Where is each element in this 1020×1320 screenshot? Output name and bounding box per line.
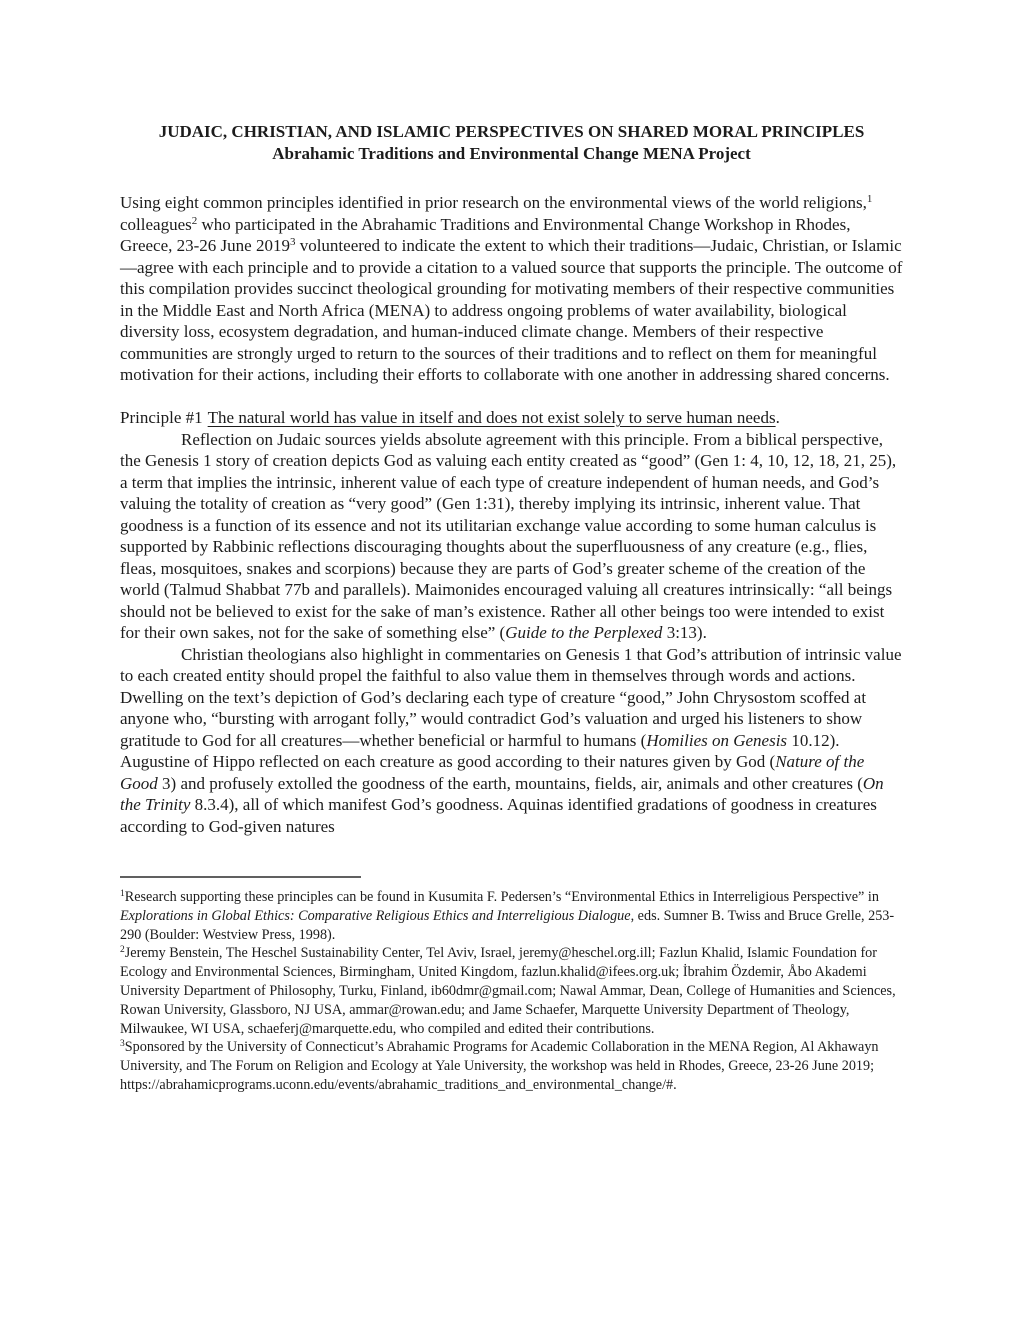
christian-paragraph [120, 644, 903, 838]
citation-homilies-on-genesis: Homilies on Genesis [646, 730, 788, 750]
citation-nature-of-the-good: Nature of the Good [120, 752, 865, 793]
footnotes-section [120, 888, 903, 1095]
footnote-3-text: Sponsored by the University of Connecticut’s Abrahamic Programs for Academic Collaboration in the MENA Region, Al Akhawayn University, and The Forum on Religion and Ecology at Yale University, the workshop was held in Rhodes, Greece, 23-26 June 2019; https://abrahamicprograms.uconn.edu/events/abrahamic_traditions_and_environmental_change/#. [120, 1039, 879, 1093]
judaic-paragraph [120, 429, 903, 644]
principle-1-heading [120, 407, 903, 429]
footnote-1-text-1: Research supporting these principles can be found in Kusumita F. Pedersen’s “Environmental Ethics in Interreligious Perspective” in [124, 889, 879, 905]
footnote-ref-3: 3 [289, 236, 296, 248]
christian-text-2: 10.12). Augustine of Hippo reflected on each creature as good according to their natures given by God ( [120, 730, 840, 771]
christian-text-1: Christian theologians also highlight in commentaries on Genesis 1 that God’s attribution of intrinsic value to each created entity should propel the faithful to also value them in themselves through words and actions. Dwelling on the text’s depiction of God’s declaring each type of creature “good,” John Chrysostom scoffed at anyone who, “bursting with arrogant folly,” would contradict God’s valuation and urged his listeners to show gratitude to God for all creatures—whether beneficial or harmful to humans ( [120, 644, 902, 750]
judaic-text-1: Reflection on Judaic sources yields absolute agreement with this principle. From a biblical perspective, the Genesis 1 story of creation depicts God as valuing each entity created as “good” (Gen 1: 4, 10, 12, 18, 21, 25), a term that implies the intrinsic, inherent value of each type of creature independent of human needs, and God’s valuing the totality of creation as “very good” (Gen 1:31), thereby implying its intrinsic, inherent value. That goodness is a function of its essence and not its utilitarian exchange value according to some human calculus is supported by Rabbinic reflections discouraging thoughts about the superfluousness of any creature (e.g., flies, fleas, mosquitoes, snakes and scorpions) because they are parts of God’s greater scheme of the creation of the world (Talmud Shabbat 77b and parallels). Maimonides encouraged valuing all creatures intrinsically: “all beings should not be believed to exist for the sake of man’s existence. Rather all other beings too were intended to exist for their own sakes, not for the sake of something else” ( [120, 429, 897, 642]
footnote-1-marker: 1 [120, 889, 125, 899]
footnote-3 [120, 1038, 903, 1094]
principle-1-label: Principle #1 [120, 408, 203, 427]
footnote-separator [120, 876, 361, 878]
christian-text-3: 3) and profusely extolled the goodness of the earth, mountains, fields, air, animals and other creatures ( [157, 773, 863, 793]
document-header [120, 121, 903, 164]
footnote-3-marker: 3 [120, 1039, 125, 1050]
citation-guide-to-the-perplexed: Guide to the Perplexed [505, 623, 663, 642]
citation-on-the-trinity: On the Trinity [120, 773, 884, 814]
intro-text-2: colleagues [120, 214, 192, 234]
intro-text-1: Using eight common principles identified in prior research on the environmental views of the world religions, [120, 193, 867, 212]
judaic-text-2: 3:13). [662, 623, 707, 642]
footnote-1 [120, 888, 903, 944]
footnote-1-text-2: , eds. Sumner B. Twiss and Bruce Grelle, 253-290 (Boulder: Westview Press, 1998). [120, 907, 895, 943]
intro-paragraph [120, 192, 903, 386]
footnote-ref-2: 2 [191, 214, 198, 227]
christian-text-4: 8.3.4), all of which manifest God’s goodness. Aquinas identified gradations of goodness in creatures according to God-given natures [120, 795, 877, 836]
footnote-2-text: Jeremy Benstein, The Heschel Sustainability Center, Tel Aviv, Israel, jeremy@heschel.org.ill; Fazlun Khalid, Islamic Foundation for Ecology and Environmental Sciences, Birmingham, United Kingdom, fazlun.khalid@ifees.org.uk; İbrahim Özdemir, Åbo Akademi University Department of Philosophy, Turku, Finland, ib60dmr@gmail.com; Nawal Ammar, Dean, College of Humanities and Sciences, Rowan University, Glassboro, NJ USA, ammar@rowan.edu; and Jame Schaefer, Marquette University Department of Theology, Milwaukee, WI USA, schaeferj@marquette.edu, who compiled and edited their contributions. [120, 945, 896, 1037]
document-subtitle: Abrahamic Traditions and Environmental Change MENA Project [272, 143, 751, 163]
footnote-ref-1: 1 [866, 193, 873, 205]
intro-text-3: who participated in the Abrahamic Traditions and Environmental Change Workshop in Rhodes, Greece, 23-26 June 2019 [120, 214, 851, 255]
footnote-2 [120, 944, 903, 1038]
intro-text-4: volunteered to indicate the extent to which their traditions—Judaic, Christian, or Islamic—agree with each principle and to provide a citation to a valued source that supports the principle. The outcome of this compilation provides succinct theological grounding for motivating members of their respective communities in the Middle East and North Africa (MENA) to address ongoing problems of water availability, biological diversity loss, ecosystem degradation, and human-induced climate change. Members of their respective communities are strongly urged to return to the sources of their traditions and to reflect on them for meaningful motivation for their actions, including their efforts to collaborate with one another in addressing shared concerns. [120, 236, 903, 384]
document-title: JUDAIC, CHRISTIAN, AND ISLAMIC PERSPECTIVES ON SHARED MORAL PRINCIPLES [158, 122, 865, 141]
citation-explorations-in-global-ethics: Explorations in Global Ethics: Comparative Religious Ethics and Interreligious Dialogue [120, 907, 631, 924]
principle-1-terminator: . [775, 408, 780, 427]
footnote-2-marker: 2 [120, 945, 125, 956]
principle-1-statement: The natural world has value in itself and does not exist solely to serve human needs [207, 408, 776, 427]
